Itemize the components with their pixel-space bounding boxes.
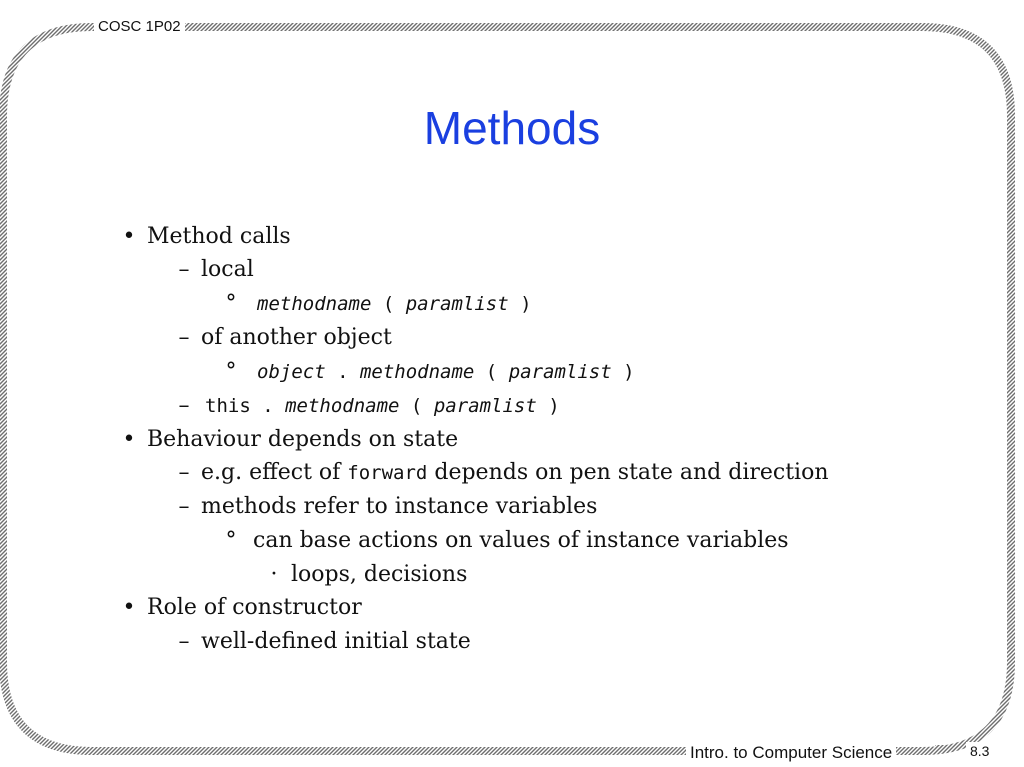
close-paren-token: ) — [611, 361, 635, 383]
paramlist-token: paramlist — [508, 361, 612, 383]
close-paren-token: ) — [536, 395, 560, 417]
sub-bullet-another-object — [174, 321, 392, 355]
methodname-token: methodname — [285, 395, 400, 417]
forward-code: forward — [347, 462, 428, 484]
course-code-label: COSC 1P02 — [94, 17, 185, 37]
dash-marker: – — [178, 494, 190, 519]
bullet-method-calls — [118, 220, 291, 254]
slide-title: Methods — [423, 102, 601, 154]
methodname-token: methodname — [359, 361, 475, 383]
open-paren-token: ( — [371, 293, 406, 315]
sub-bullet-this-call — [174, 389, 560, 423]
close-paren-token: ) — [508, 293, 532, 315]
sub-bullet-initial-state — [174, 625, 471, 659]
degree-marker: ° — [225, 528, 237, 553]
dash-marker: – — [178, 325, 190, 350]
bullet-marker: • — [122, 427, 136, 452]
level4-bullet-loops — [268, 558, 467, 592]
bullet-constructor — [118, 591, 362, 625]
bullet-text: Role of constructor — [147, 595, 362, 620]
sub-bullet-local — [174, 253, 254, 287]
dot-token: . — [250, 395, 286, 417]
bullet-text: Method calls — [147, 224, 291, 249]
methodname-token: methodname — [257, 293, 372, 315]
degree-marker: ° — [225, 291, 237, 316]
bullet-behaviour — [118, 423, 458, 457]
bullet-marker: • — [122, 224, 136, 249]
dot-marker: · — [270, 562, 278, 587]
sub-bullet-text: of another object — [201, 325, 392, 350]
sub-bullet-text: local — [201, 257, 254, 282]
sub-bullet-text: well-defined initial state — [201, 629, 471, 654]
dash-marker: – — [178, 257, 190, 282]
bullet-text: Behaviour depends on state — [147, 427, 459, 452]
dash-marker: – — [178, 460, 190, 485]
sub-bullet-text-suffix: depends on pen state and direction — [427, 460, 829, 485]
dash-marker: – — [178, 393, 190, 418]
dot-token: . — [325, 361, 360, 383]
footer-page-strip — [935, 745, 961, 750]
object-token: object — [257, 361, 326, 383]
level4-bullet-text: loops, decisions — [291, 562, 468, 587]
dash-marker: – — [178, 629, 190, 654]
sub-sub-bullet-text: can base actions on values of instance variables — [253, 528, 789, 553]
syntax-object-call — [222, 355, 635, 389]
sub-bullet-forward-effect — [174, 456, 829, 490]
open-paren-token: ( — [474, 361, 509, 383]
sub-bullet-text: methods refer to instance variables — [201, 494, 598, 519]
bullet-marker: • — [122, 595, 136, 620]
sub-bullet-instance-variables — [174, 490, 597, 524]
page-number: 8.3 — [966, 742, 993, 760]
sub-bullet-text-prefix: e.g. effect of — [201, 460, 348, 485]
sub-sub-bullet-base-actions — [222, 524, 789, 558]
degree-marker: ° — [225, 359, 237, 384]
open-paren-token: ( — [399, 395, 434, 417]
this-keyword: this — [205, 395, 251, 417]
paramlist-token: paramlist — [433, 395, 537, 417]
course-name-label: Intro. to Computer Science — [686, 742, 896, 764]
paramlist-token: paramlist — [405, 293, 509, 315]
syntax-local-call — [222, 287, 532, 321]
